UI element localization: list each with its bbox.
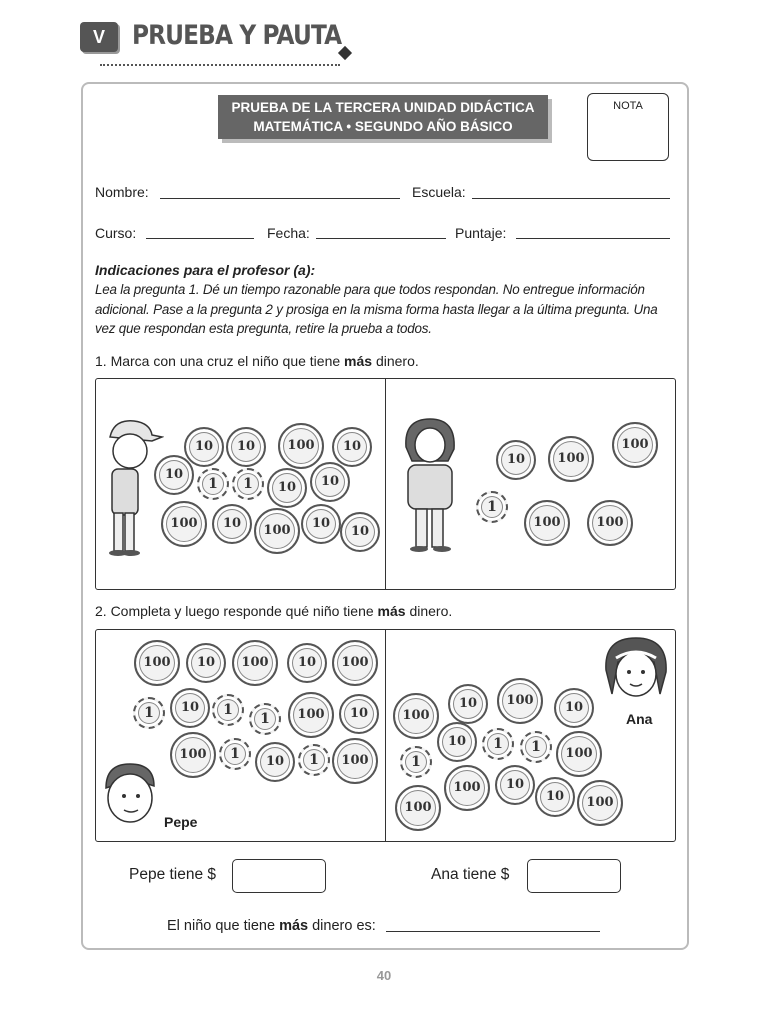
curso-field[interactable] <box>146 238 254 239</box>
final-emphasis: más <box>279 918 309 934</box>
coin-1: 1 <box>249 703 281 735</box>
coin-1: 1 <box>133 697 165 729</box>
coin-100: 100 <box>170 732 216 778</box>
question-1-divider <box>385 378 386 590</box>
coin-100: 100 <box>497 678 543 724</box>
q1-end: dinero. <box>372 353 419 369</box>
ana-total-box[interactable] <box>527 859 621 893</box>
fecha-field[interactable] <box>316 238 446 239</box>
section-title: PRUEBA Y PAUTA <box>132 20 342 51</box>
coin-100: 100 <box>134 640 180 686</box>
coin-100: 100 <box>161 501 207 547</box>
coin-100: 100 <box>332 640 378 686</box>
final-question <box>167 918 376 934</box>
nombre-field[interactable] <box>160 198 400 199</box>
coin-100: 100 <box>332 738 378 784</box>
pepe-name: Pepe <box>164 814 198 830</box>
coin-10: 10 <box>267 468 307 508</box>
coin-10: 10 <box>154 455 194 495</box>
puntaje-label: Puntaje: <box>455 225 507 241</box>
coin-100: 100 <box>444 765 490 811</box>
coin-100: 100 <box>548 436 594 482</box>
grade-label: NOTA <box>613 100 643 112</box>
q2-text: 2. Completa y luego responde qué niño tiene <box>95 603 378 619</box>
coin-100: 100 <box>288 692 334 738</box>
question-2-divider <box>385 629 386 842</box>
coin-100: 100 <box>556 731 602 777</box>
instructions-title: Indicaciones para el profesor (a): <box>95 262 316 278</box>
coin-100: 100 <box>524 500 570 546</box>
coin-100: 100 <box>395 785 441 831</box>
coin-1: 1 <box>232 468 264 500</box>
ana-name: Ana <box>626 711 653 727</box>
coin-10: 10 <box>255 742 295 782</box>
question-2 <box>95 603 452 619</box>
pepe-total-box[interactable] <box>232 859 326 893</box>
coin-10: 10 <box>310 462 350 502</box>
fecha-label: Fecha: <box>267 225 310 241</box>
final-end: dinero es: <box>308 918 376 934</box>
ana-figure <box>600 634 670 708</box>
coin-1: 1 <box>212 694 244 726</box>
coin-1: 1 <box>400 746 432 778</box>
title-underline <box>100 64 340 66</box>
nombre-label: Nombre: <box>95 184 149 200</box>
coin-100: 100 <box>254 508 300 554</box>
escuela-field[interactable] <box>472 198 670 199</box>
curso-label: Curso: <box>95 225 137 241</box>
question-1 <box>95 353 419 369</box>
coin-10: 10 <box>339 694 379 734</box>
puntaje-field[interactable] <box>516 238 670 239</box>
q2-emphasis: más <box>377 603 406 619</box>
coin-100: 100 <box>577 780 623 826</box>
test-header-line2: MATEMÁTICA • SEGUNDO AÑO BÁSICO <box>253 119 513 134</box>
coin-10: 10 <box>495 765 535 805</box>
coin-10: 10 <box>186 643 226 683</box>
coin-1: 1 <box>482 728 514 760</box>
coin-100: 100 <box>232 640 278 686</box>
coin-10: 10 <box>554 688 594 728</box>
final-text: El niño que tiene <box>167 918 280 934</box>
coin-1: 1 <box>298 744 330 776</box>
coin-10: 10 <box>437 722 477 762</box>
coin-100: 100 <box>278 423 324 469</box>
coin-10: 10 <box>340 512 380 552</box>
grade-box[interactable] <box>587 93 669 161</box>
final-answer-field[interactable] <box>386 931 600 932</box>
q1-emphasis: más <box>344 353 373 369</box>
coin-100: 100 <box>393 693 439 739</box>
coin-10: 10 <box>212 504 252 544</box>
section-badge: V <box>80 22 118 52</box>
coin-10: 10 <box>496 440 536 480</box>
pepe-total-label: Pepe tiene $ <box>129 866 217 883</box>
escuela-label: Escuela: <box>412 184 466 200</box>
coin-1: 1 <box>520 731 552 763</box>
coin-10: 10 <box>332 427 372 467</box>
q2-end: dinero. <box>405 603 453 619</box>
coin-10: 10 <box>287 643 327 683</box>
coin-100: 100 <box>587 500 633 546</box>
coin-10: 10 <box>448 684 488 724</box>
coin-10: 10 <box>170 688 210 728</box>
boy-figure[interactable] <box>100 415 164 557</box>
ana-total-label: Ana tiene $ <box>431 866 510 883</box>
coin-1: 1 <box>197 468 229 500</box>
test-header-line1: PRUEBA DE LA TERCERA UNIDAD DIDÁCTICA <box>231 100 535 115</box>
coin-10: 10 <box>226 427 266 467</box>
coin-10: 10 <box>301 504 341 544</box>
q1-text: 1. Marca con una cruz el niño que tiene <box>95 353 345 369</box>
coin-1: 1 <box>476 491 508 523</box>
page-number: 40 <box>376 968 392 983</box>
coin-10: 10 <box>535 777 575 817</box>
pepe-figure <box>98 760 162 834</box>
test-header <box>218 95 548 139</box>
coin-10: 10 <box>184 427 224 467</box>
coin-100: 100 <box>612 422 658 468</box>
girl-figure[interactable] <box>398 415 462 557</box>
instructions-body: Lea la pregunta 1. Dé un tiempo razonable para que todos respondan. No entregue información adicional. Pase a la pregunta 2 y prosiga en la misma forma hasta llegar a la última pregunta. Una vez que respondan esta pregunta, retire la prueba a todos. <box>95 282 658 336</box>
coin-1: 1 <box>219 738 251 770</box>
